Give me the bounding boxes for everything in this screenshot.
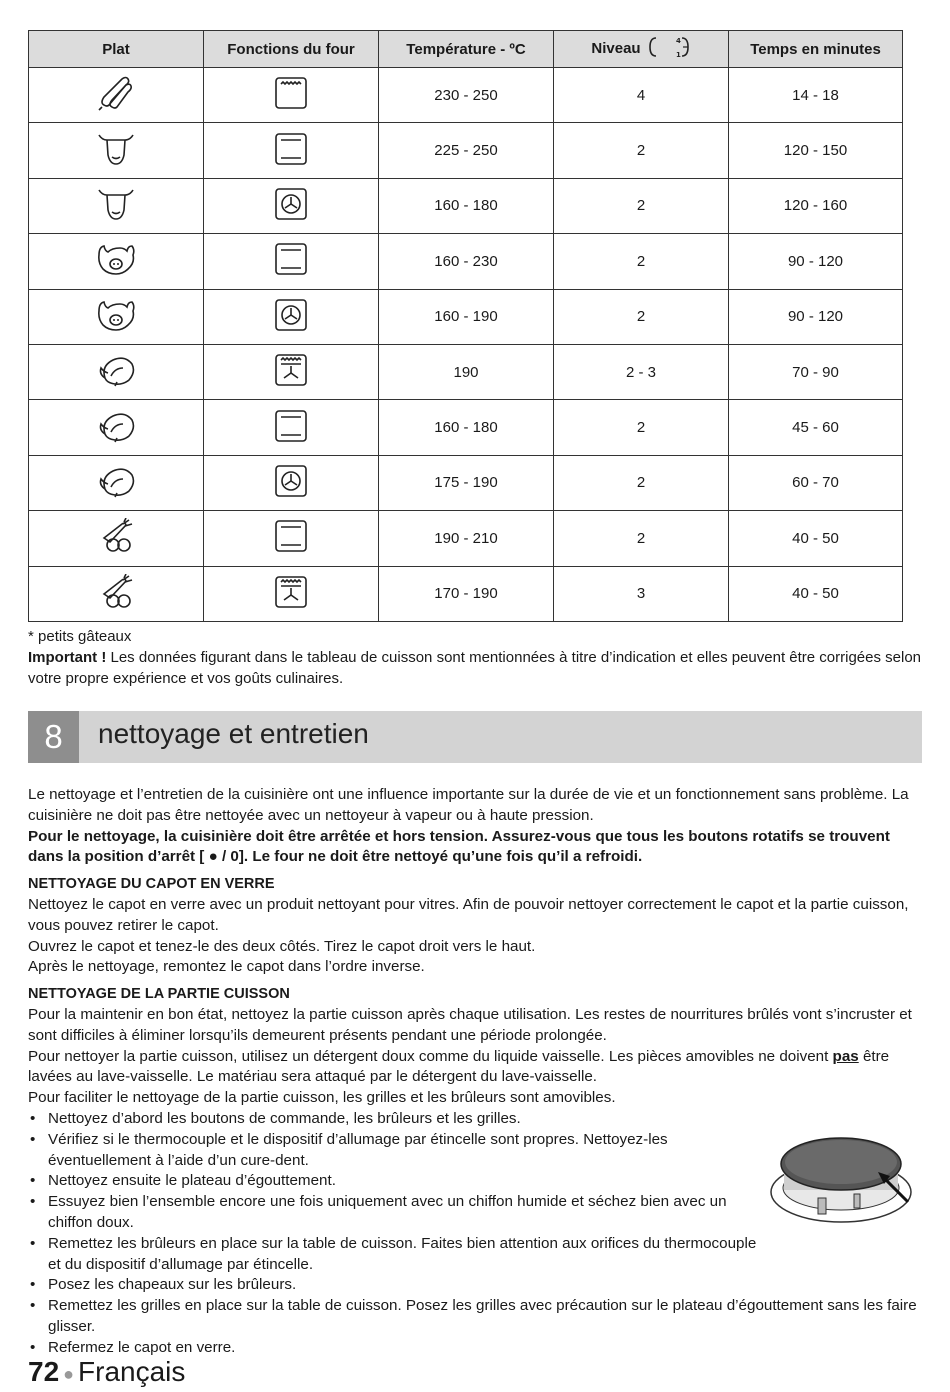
grill-icon <box>204 76 378 114</box>
footnote: * petits gâteaux <box>28 627 132 645</box>
beef-icon <box>29 131 203 171</box>
header-temperature: Température - ºC <box>379 31 554 68</box>
function-cell <box>204 566 379 621</box>
separator-dot: ● <box>63 1363 75 1384</box>
temperature-cell: 160 - 180 <box>379 400 554 455</box>
list-item: • Remettez les grilles en place sur la table de cuisson. Posez les grilles avec précaution sur le plateau d’égouttement sans les faire glisser. <box>28 1296 923 1338</box>
dish-cell <box>29 123 204 178</box>
table-row <box>29 123 903 178</box>
header-fonctions: Fonctions du four <box>204 31 379 68</box>
hob-paragraph-3: Pour faciliter le nettoyage de la partie cuisson, les grilles et les brûleurs sont amovibles. <box>28 1089 616 1107</box>
list-item: • Nettoyez d’abord les boutons de commande, les brûleurs et les grilles. <box>28 1109 923 1130</box>
list-item: • Refermez le capot en verre. <box>28 1338 923 1359</box>
warning-paragraph: Pour le nettoyage, la cuisinière doit être arrêtée et hors tension. Assurez-vous que tous les boutons rotatifs se trouvent dans la position d’arrêt [ ● / 0]. Le four ne doit être nettoyé qu’une fois qu’il a refroidi. <box>28 827 890 866</box>
body-text <box>28 785 923 1359</box>
sausage-icon <box>29 75 203 115</box>
time-cell: 120 - 160 <box>729 178 903 233</box>
function-cell <box>204 455 379 510</box>
cooking-table <box>28 30 903 622</box>
page-footer <box>28 1354 185 1392</box>
dish-cell <box>29 234 204 289</box>
dish-cell <box>29 511 204 566</box>
level-cell: 3 <box>554 566 729 621</box>
level-cell: 2 <box>554 400 729 455</box>
table-row <box>29 234 903 289</box>
shelf-level-icon <box>647 35 691 63</box>
table-row <box>29 511 903 566</box>
time-cell: 70 - 90 <box>729 344 903 399</box>
glass-paragraph-1: Nettoyez le capot en verre avec un produit nettoyant pour vitres. Afin de pouvoir nettoyer correctement le capot et la partie cuisson, vous pouvez retirer le capot. <box>28 895 909 934</box>
top-bottom-heat-icon <box>204 519 378 557</box>
dish-cell <box>29 455 204 510</box>
header-niveau-label: Niveau <box>591 39 641 57</box>
table-row <box>29 455 903 510</box>
time-cell: 90 - 120 <box>729 234 903 289</box>
time-cell: 45 - 60 <box>729 400 903 455</box>
table-row <box>29 566 903 621</box>
level-cell: 2 <box>554 234 729 289</box>
fan-oven-icon <box>204 464 378 502</box>
poultry-icon <box>29 463 203 503</box>
table-row <box>29 178 903 233</box>
temperature-cell: 170 - 190 <box>379 566 554 621</box>
level-cell: 2 <box>554 178 729 233</box>
footer-language: Français <box>78 1356 186 1387</box>
table-row <box>29 68 903 123</box>
list-item: • Posez les chapeaux sur les brûleurs. <box>28 1275 923 1296</box>
temperature-cell: 225 - 250 <box>379 123 554 178</box>
pork-icon <box>29 241 203 281</box>
table-row <box>29 344 903 399</box>
temperature-cell: 175 - 190 <box>379 455 554 510</box>
pork-icon <box>29 297 203 337</box>
level-cell: 2 - 3 <box>554 344 729 399</box>
hob-paragraph-2b: être lavées au lave-vaisselle. Le matériau sera attaqué par le détergent du lave-vaisselle. <box>28 1047 890 1086</box>
fan-grill-icon <box>204 353 378 391</box>
fan-grill-icon <box>204 575 378 613</box>
dish-cell <box>29 178 204 233</box>
hob-paragraph-2a: Pour nettoyer la partie cuisson, utilisez un détergent doux comme du liquide vaisselle. Les pièces amovibles ne doivent <box>28 1047 833 1065</box>
level-cell: 2 <box>554 123 729 178</box>
important-note <box>28 647 922 689</box>
time-cell: 14 - 18 <box>729 68 903 123</box>
svg-text:1: 1 <box>675 51 681 59</box>
list-item: • Vérifiez si le thermocouple et le dispositif d’allumage par étincelle sont propres. Nettoyez-les éventuellement à l’aide d’un cure-dent. <box>28 1130 768 1172</box>
hob-paragraph-2 <box>28 1047 923 1089</box>
table-header-row <box>29 31 903 68</box>
table-row <box>29 400 903 455</box>
temperature-cell: 160 - 180 <box>379 178 554 233</box>
level-cell: 4 <box>554 68 729 123</box>
fan-oven-icon <box>204 187 378 225</box>
temperature-cell: 160 - 230 <box>379 234 554 289</box>
hob-heading: NETTOYAGE DE LA PARTIE CUISSON <box>28 986 290 1003</box>
top-bottom-heat-icon <box>204 132 378 170</box>
function-cell <box>204 68 379 123</box>
vegetables-icon <box>29 518 203 558</box>
dish-cell <box>29 289 204 344</box>
beef-icon <box>29 186 203 226</box>
hob-paragraph-2-emph: pas <box>832 1047 859 1065</box>
temperature-cell: 190 - 210 <box>379 511 554 566</box>
fan-oven-icon <box>204 298 378 336</box>
top-bottom-heat-icon <box>204 409 378 447</box>
time-cell: 40 - 50 <box>729 511 903 566</box>
vegetables-icon <box>29 574 203 614</box>
time-cell: 90 - 120 <box>729 289 903 344</box>
glass-paragraph-3: Après le nettoyage, remontez le capot dans l’ordre inverse. <box>28 958 425 976</box>
poultry-icon <box>29 408 203 448</box>
page-content <box>28 30 922 689</box>
function-cell <box>204 289 379 344</box>
temperature-cell: 230 - 250 <box>379 68 554 123</box>
time-cell: 60 - 70 <box>729 455 903 510</box>
level-cell: 2 <box>554 511 729 566</box>
time-cell: 40 - 50 <box>729 566 903 621</box>
header-plat: Plat <box>29 31 204 68</box>
important-text: Les données figurant dans le tableau de cuisson sont mentionnées à titre d’indication et elles peuvent être corrigées selon votre propre expérience et vos goûts culinaires. <box>28 648 922 687</box>
important-label: Important ! <box>28 648 107 666</box>
dish-cell <box>29 400 204 455</box>
function-cell <box>204 400 379 455</box>
list-item: • Nettoyez ensuite le plateau d’égouttement. <box>28 1171 768 1192</box>
function-cell <box>204 344 379 399</box>
top-bottom-heat-icon <box>204 242 378 280</box>
header-temps: Temps en minutes <box>729 31 903 68</box>
function-cell <box>204 234 379 289</box>
level-cell: 2 <box>554 289 729 344</box>
function-cell <box>204 511 379 566</box>
temperature-cell: 190 <box>379 344 554 399</box>
time-cell: 120 - 150 <box>729 123 903 178</box>
hob-paragraph-1: Pour la maintenir en bon état, nettoyez la partie cuisson après chaque utilisation. Les restes de nourritures brûlés vont s’incruster et sont difficiles à éliminer lorsqu’ils demeurent présents pendant une période prolongée. <box>28 1005 912 1044</box>
burner-illustration <box>768 1128 914 1228</box>
dish-cell <box>29 68 204 123</box>
level-cell: 2 <box>554 455 729 510</box>
glass-paragraph-2: Ouvrez le capot et tenez-le des deux côtés. Tirez le capot droit vers le haut. <box>28 937 536 955</box>
svg-text:4: 4 <box>675 37 681 45</box>
list-item: • Essuyez bien l’ensemble encore une fois uniquement avec un chiffon humide et séchez bien avec un chiffon doux. <box>28 1192 768 1234</box>
function-cell <box>204 123 379 178</box>
dish-cell <box>29 566 204 621</box>
poultry-icon <box>29 352 203 392</box>
section-title: nettoyage et entretien <box>98 718 369 749</box>
header-niveau <box>554 31 729 68</box>
section-number: 8 <box>28 711 79 763</box>
dish-cell <box>29 344 204 399</box>
page-number: 72 <box>28 1356 60 1387</box>
list-item: • Remettez les brûleurs en place sur la table de cuisson. Faites bien attention aux orifices du thermocouple et du dispositif d’allumage par étincelle. <box>28 1234 768 1276</box>
function-cell <box>204 178 379 233</box>
intro-paragraph: Le nettoyage et l’entretien de la cuisinière ont une influence importante sur la durée de vie et un fonctionnement sans problème. La cuisinière ne doit pas être nettoyée avec un nettoyeur à vapeur ou à haute pression. <box>28 786 909 824</box>
table-row <box>29 289 903 344</box>
glass-heading: NETTOYAGE DU CAPOT EN VERRE <box>28 876 275 893</box>
section-header <box>28 711 922 763</box>
temperature-cell: 160 - 190 <box>379 289 554 344</box>
